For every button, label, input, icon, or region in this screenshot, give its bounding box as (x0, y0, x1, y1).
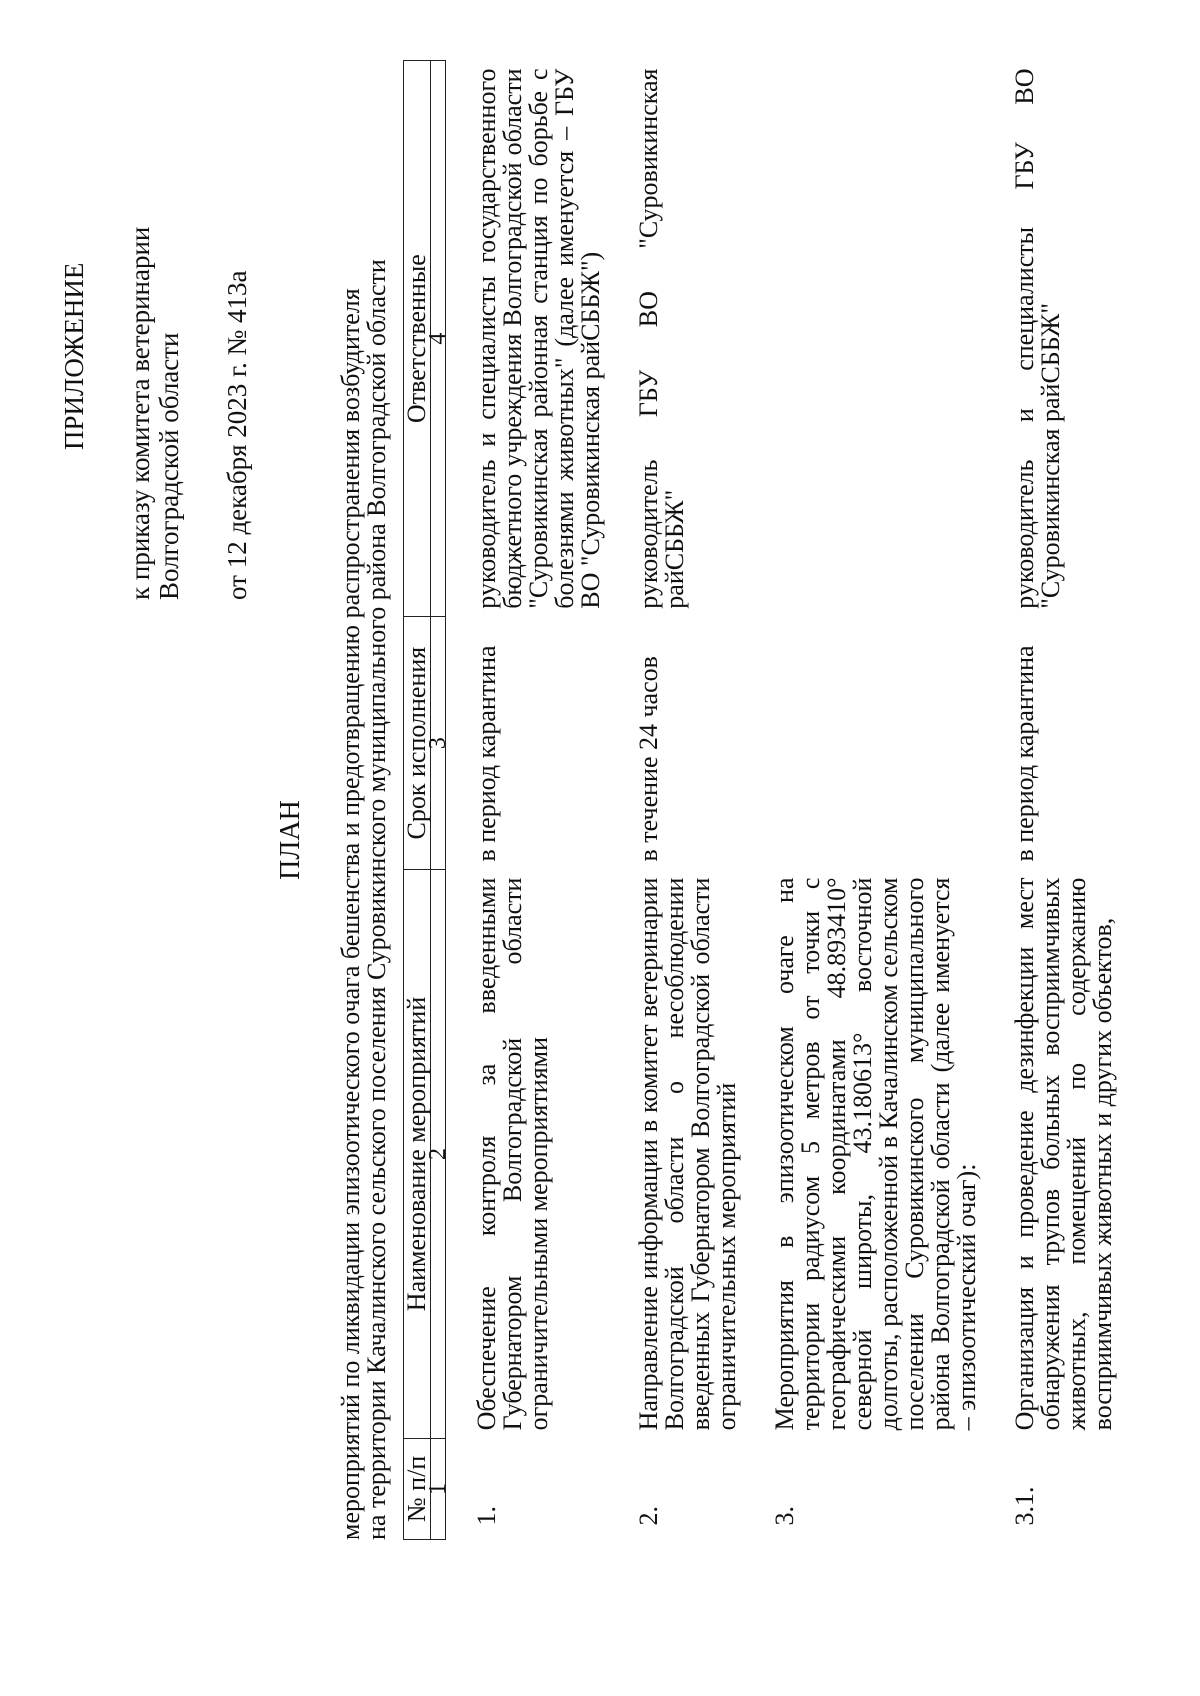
table-header-row (404, 61, 431, 1540)
col-number-4: 4 (431, 61, 446, 617)
row-num: 2. (634, 1506, 663, 1526)
row-term (764, 617, 1004, 870)
appendix-date: от 12 декабря 2023 г. № 413а (222, 270, 253, 600)
row-term: в течение 24 часов (634, 656, 663, 862)
header-name: Наименование мероприятий (404, 870, 431, 1439)
row-name: Направление информации в комитет ветеринарии Волгоградской области о несоблюдении введенных Губернатором Волгоградской области ограничительных мероприятий (634, 877, 741, 1431)
row-num: 3. (770, 1506, 799, 1526)
row-name: Мероприятия в эпизоотическом очаге на территории радиусом 5 метров от точки с географическими координатами 48.893410° северной широты, 43.180613° восточной долготы, расположенной в Качалинском сельском поселении Суровикинского муниципального района Волгоградской области (далее именуется – эпизоотический очаг): (770, 877, 981, 1431)
row-resp: руководитель ГБУ ВО "Суровикинская райСББЖ" (634, 68, 689, 609)
appendix-block (60, 80, 251, 600)
spacer-row (446, 61, 467, 1540)
rotated-content (20, 40, 1180, 1640)
column-number-row (431, 61, 446, 1540)
table-row (764, 61, 1004, 1540)
row-name: Организация и проведение дезинфекции мест обнаружения трупов больных восприимчивых животных, помещений по содержанию восприимчивых животных и других объектов, (1010, 877, 1117, 1431)
row-resp: руководитель и специалисты государственного бюджетного учреждения Волгоградской области "Суровикинская районная станция по борьбе с болезнями животных" (далее именуется – ГБУ ВО "Суровикинская райСББЖ") (472, 68, 605, 609)
row-num: 3.1. (1010, 1486, 1039, 1526)
row-resp: руководитель и специалисты ГБУ ВО "Суровикинская райСББЖ" (1010, 68, 1065, 609)
plan-table (403, 60, 1140, 1540)
plan-subtitle (338, 60, 390, 1540)
row-name: Обеспечение контроля за введенными Губернатором Волгоградской области ограничительными мероприятиями (472, 877, 553, 1431)
appendix-line-2: Волгоградской области (153, 332, 184, 600)
table-row (1004, 61, 1140, 1540)
table-row (628, 61, 764, 1540)
table-row (466, 61, 628, 1540)
plan-title: ПЛАН (275, 800, 306, 880)
header-term: Срок исполнения (404, 617, 431, 870)
row-term: в период карантина (472, 645, 501, 862)
col-number-3: 3 (431, 617, 446, 870)
header-num: № п/п (404, 1438, 431, 1539)
appendix-heading: ПРИЛОЖЕНИЕ (59, 262, 89, 450)
row-num: 1. (472, 1506, 501, 1526)
appendix-line-1: к приказу комитета ветеринарии (125, 226, 156, 600)
plan-subtitle-line-1: мероприятий по ликвидации эпизоотического очага бешенства и предотвращению распространения возбудителя (336, 288, 365, 1540)
header-resp: Ответственные (404, 61, 431, 617)
row-term: в период карантина (1010, 645, 1039, 862)
row-resp (764, 61, 1004, 617)
col-number-1: 1 (431, 1438, 446, 1539)
plan-subtitle-line-2: на территории Качалинского сельского поселения Суровикинского муниципального района Волгоградской области (362, 259, 391, 1540)
col-number-2: 2 (431, 870, 446, 1439)
